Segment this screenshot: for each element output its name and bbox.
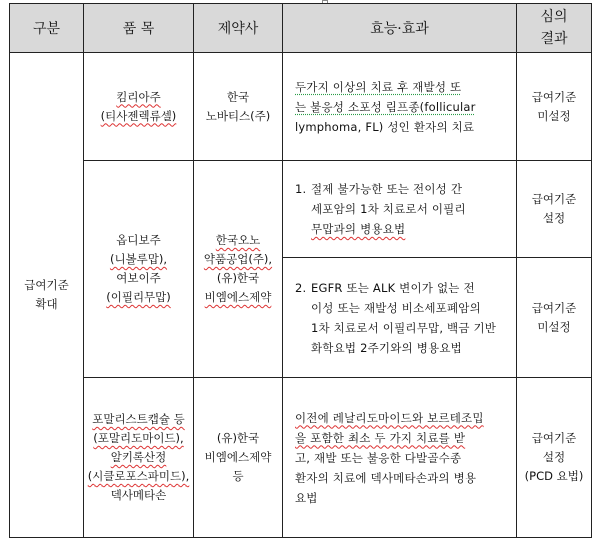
header-result xyxy=(517,4,592,53)
product-line: 옵디보주 xyxy=(116,233,161,247)
company-cell xyxy=(194,161,283,378)
efficacy-cell xyxy=(283,378,517,538)
product-line: (티사젠렉류셀) xyxy=(100,108,177,123)
product-line: (포말리도마이드), xyxy=(93,431,184,445)
header-efficacy: 효능·효과 xyxy=(283,4,517,53)
category-cell xyxy=(10,53,84,538)
efficacy-line: 무맙과의 병용요법 xyxy=(311,222,406,236)
company-line: 비엠에스제약 xyxy=(204,450,272,464)
header-category: 구분 xyxy=(10,4,84,53)
header-company: 제약사 xyxy=(194,4,283,53)
header-result-line2: 결과 xyxy=(540,31,568,47)
efficacy-line: 세포암의 1차 치료로서 이필리 xyxy=(311,202,466,216)
result-cell xyxy=(517,53,592,161)
table-row xyxy=(10,378,592,538)
category-line2: 확대 xyxy=(35,297,58,311)
product-cell xyxy=(84,53,194,161)
product-line: 킴리아주 xyxy=(116,89,161,104)
efficacy-cell xyxy=(283,53,517,161)
efficacy-item xyxy=(295,278,508,358)
efficacy-line: 두가지 이상의 치료 후 재발성 또 xyxy=(295,79,462,94)
result-cell xyxy=(517,258,592,378)
company-line: (유)한국 xyxy=(216,431,260,445)
result-cell xyxy=(517,161,592,258)
product-line: 포말리스트캡슐 등 xyxy=(92,412,185,426)
header-result-line1: 심의 xyxy=(540,9,568,25)
product-cell xyxy=(84,161,194,378)
efficacy-line: lymphoma, FL) 성인 환자의 치료 xyxy=(295,119,475,134)
efficacy-line: 이성 또는 재발성 비소세포폐암의 xyxy=(311,300,481,315)
efficacy-item xyxy=(295,179,508,239)
efficacy-line: 절제 불가능한 또는 전이성 간 xyxy=(311,182,463,196)
product-line: 여보이주 xyxy=(116,271,161,285)
header-row xyxy=(10,4,592,53)
result-line: (PCD 요법) xyxy=(524,469,584,483)
efficacy-line: 1차 치료로서 이필리무맙, 백금 기반 xyxy=(311,320,497,335)
efficacy-line: 을 포함한 최소 두 가지 치료를 받 xyxy=(295,430,466,445)
result-line: 미설정 xyxy=(537,108,571,123)
efficacy-line: EGFR 또는 ALK 변이가 없는 전 xyxy=(311,280,475,295)
efficacy-line: 요법 xyxy=(295,490,318,505)
efficacy-line: 화학요법 2주기와의 병용요법 xyxy=(311,340,462,355)
product-line: 알키록산정 xyxy=(110,450,167,464)
company-cell xyxy=(194,378,283,538)
efficacy-cell xyxy=(283,161,517,258)
result-line: 미설정 xyxy=(537,319,571,334)
product-cell xyxy=(84,378,194,538)
result-cell xyxy=(517,378,592,538)
efficacy-line: 는 불응성 소포성 림프종(follicular xyxy=(295,99,476,114)
product-line: (이필리무맙) xyxy=(106,290,171,304)
company-line: 등 xyxy=(232,469,244,483)
company-line: 노바티스(주) xyxy=(205,108,271,123)
result-line: 급여기준 xyxy=(531,192,577,206)
company-line: 약품공업(주), xyxy=(203,252,273,266)
company-line: 한국 xyxy=(226,89,250,104)
product-line: (니볼루맙), xyxy=(109,252,168,266)
header-product: 품 목 xyxy=(84,4,194,53)
result-line: 급여기준 xyxy=(531,431,577,445)
category-line1: 급여기준 xyxy=(24,278,69,292)
company-line: 비엠에스제약 xyxy=(204,290,272,304)
item-number: 2. xyxy=(295,280,307,295)
efficacy-cell xyxy=(283,258,517,378)
table-row xyxy=(10,161,592,258)
review-results-table xyxy=(9,3,592,538)
result-line: 설정 xyxy=(542,211,566,225)
company-line: 한국오노 xyxy=(215,233,261,247)
result-line: 급여기준 xyxy=(531,300,577,315)
efficacy-line: 환자의 치료에 덱사메타손과의 병용 xyxy=(295,470,477,485)
company-cell xyxy=(194,53,283,161)
efficacy-line: 이전에 레날리도마이드와 보르테조밉 xyxy=(295,410,484,425)
efficacy-line: 고, 재발 또는 불응한 다발골수종 xyxy=(295,450,462,465)
product-line: (시클로포스파미드), xyxy=(87,469,190,483)
item-number: 1. xyxy=(295,182,307,196)
company-line: (유)한국 xyxy=(216,271,260,285)
product-line: 덱사메타손 xyxy=(110,488,167,502)
result-line: 급여기준 xyxy=(531,89,577,104)
result-line: 설정 xyxy=(542,450,566,464)
table-row xyxy=(10,53,592,161)
